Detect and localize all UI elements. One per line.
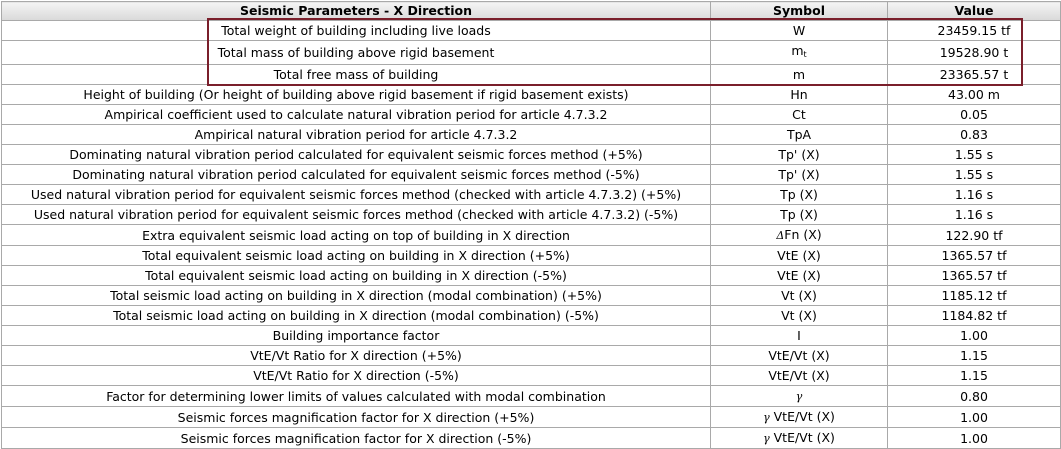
- symbol-cell: [711, 407, 888, 428]
- param-cell: Ampirical natural vibration period for article 4.7.3.2: [2, 125, 711, 145]
- value-cell: 1.00: [888, 326, 1061, 346]
- symbol-cell: [711, 428, 888, 449]
- table-body: [2, 21, 1061, 449]
- table-row[interactable]: [2, 185, 1061, 205]
- value-cell: 0.80: [888, 386, 1061, 407]
- symbol-text: Fn (X): [784, 227, 822, 242]
- param-cell: Total seismic load acting on building in X direction (modal combination) (-5%): [2, 306, 711, 326]
- symbol-cell: [711, 185, 888, 205]
- symbol-cell: [711, 286, 888, 306]
- value-cell: 1.15: [888, 366, 1061, 386]
- symbol-cell: [711, 386, 888, 407]
- symbol-cell: [711, 246, 888, 266]
- symbol-text: Tp (X): [780, 187, 818, 202]
- table-row[interactable]: [2, 407, 1061, 428]
- symbol-prefix: Δ: [776, 229, 785, 242]
- value-cell: 19528.90 t: [888, 41, 1061, 65]
- value-cell: 122.90 tf: [888, 225, 1061, 246]
- symbol-cell: [711, 306, 888, 326]
- value-cell: 1.00: [888, 428, 1061, 449]
- symbol-cell: [711, 346, 888, 366]
- value-cell: 1.15: [888, 346, 1061, 366]
- param-cell: Total weight of building including live loads: [2, 21, 711, 41]
- param-cell: Total seismic load acting on building in X direction (modal combination) (+5%): [2, 286, 711, 306]
- header-value[interactable]: Value: [888, 2, 1061, 21]
- symbol-subscript: t: [803, 50, 807, 59]
- table-row[interactable]: [2, 21, 1061, 41]
- symbol-text: Vt (X): [781, 288, 817, 303]
- param-cell: Total equivalent seismic load acting on building in X direction (+5%): [2, 246, 711, 266]
- table-row[interactable]: [2, 145, 1061, 165]
- symbol-text: VtE (X): [777, 248, 821, 263]
- symbol-cell: [711, 41, 888, 65]
- symbol-text: Tp (X): [780, 207, 818, 222]
- symbol-text: Tp' (X): [778, 147, 820, 162]
- symbol-cell: [711, 21, 888, 41]
- param-cell: Factor for determining lower limits of values calculated with modal combination: [2, 386, 711, 407]
- table-row[interactable]: [2, 346, 1061, 366]
- symbol-prefix: γ: [795, 390, 803, 403]
- table-row[interactable]: [2, 165, 1061, 185]
- param-cell: Total mass of building above rigid basement: [2, 41, 711, 65]
- table-row[interactable]: [2, 266, 1061, 286]
- symbol-text: W: [792, 23, 806, 38]
- symbol-text: VtE/Vt (X): [769, 430, 835, 445]
- table-row[interactable]: [2, 246, 1061, 266]
- table-row[interactable]: [2, 326, 1061, 346]
- symbol-text: Ct: [792, 107, 806, 122]
- symbol-cell: [711, 326, 888, 346]
- param-cell: Seismic forces magnification factor for X direction (-5%): [2, 428, 711, 449]
- symbol-text: I: [797, 328, 801, 343]
- symbol-text: Vt (X): [781, 308, 817, 323]
- symbol-text: VtE/Vt (X): [768, 368, 830, 383]
- symbol-text: VtE/Vt (X): [768, 348, 830, 363]
- table-row[interactable]: [2, 428, 1061, 449]
- symbol-cell: [711, 65, 888, 85]
- param-cell: Dominating natural vibration period calculated for equivalent seismic forces method (+5%): [2, 145, 711, 165]
- table-row[interactable]: [2, 85, 1061, 105]
- param-cell: Total equivalent seismic load acting on building in X direction (-5%): [2, 266, 711, 286]
- param-cell: Height of building (Or height of building above rigid basement if rigid basement exists): [2, 85, 711, 105]
- symbol-text: Tp' (X): [778, 167, 820, 182]
- header-row: [2, 2, 1061, 21]
- value-cell: 1.55 s: [888, 165, 1061, 185]
- header-param[interactable]: Seismic Parameters - X Direction: [2, 2, 711, 21]
- value-cell: 1.16 s: [888, 185, 1061, 205]
- symbol-text: m: [792, 67, 806, 82]
- value-cell: 1184.82 tf: [888, 306, 1061, 326]
- symbol-text: TpA: [786, 127, 812, 142]
- symbol-cell: [711, 366, 888, 386]
- value-cell: 0.83: [888, 125, 1061, 145]
- param-cell: Dominating natural vibration period calculated for equivalent seismic forces method (-5%): [2, 165, 711, 185]
- value-cell: 0.05: [888, 105, 1061, 125]
- symbol-text: m: [791, 43, 804, 58]
- table-row[interactable]: [2, 306, 1061, 326]
- value-cell: 23365.57 t: [888, 65, 1061, 85]
- symbol-text: VtE/Vt (X): [769, 409, 835, 424]
- param-cell: VtE/Vt Ratio for X direction (+5%): [2, 346, 711, 366]
- symbol-prefix: γ: [763, 411, 770, 424]
- symbol-cell: [711, 105, 888, 125]
- seismic-parameters-table: [1, 1, 1061, 449]
- value-cell: 1365.57 tf: [888, 266, 1061, 286]
- param-cell: Ampirical coefficient used to calculate natural vibration period for article 4.7.3.2: [2, 105, 711, 125]
- param-cell: Total free mass of building: [2, 65, 711, 85]
- value-cell: 1.16 s: [888, 205, 1061, 225]
- symbol-cell: [711, 145, 888, 165]
- table-row[interactable]: [2, 65, 1061, 85]
- table-row[interactable]: [2, 125, 1061, 145]
- symbol-cell: [711, 85, 888, 105]
- param-cell: VtE/Vt Ratio for X direction (-5%): [2, 366, 711, 386]
- value-cell: 1.00: [888, 407, 1061, 428]
- symbol-cell: [711, 125, 888, 145]
- param-cell: Building importance factor: [2, 326, 711, 346]
- table-row[interactable]: [2, 41, 1061, 65]
- param-cell: Used natural vibration period for equivalent seismic forces method (checked with article 4.7.3.2) (-5%): [2, 205, 711, 225]
- symbol-cell: [711, 165, 888, 185]
- table-row[interactable]: [2, 286, 1061, 306]
- table-row[interactable]: [2, 225, 1061, 246]
- table-row[interactable]: [2, 205, 1061, 225]
- header-symbol[interactable]: Symbol: [711, 2, 888, 21]
- symbol-cell: [711, 266, 888, 286]
- param-cell: Used natural vibration period for equivalent seismic forces method (checked with article 4.7.3.2) (+5%): [2, 185, 711, 205]
- value-cell: 1.55 s: [888, 145, 1061, 165]
- value-cell: 1185.12 tf: [888, 286, 1061, 306]
- table-row[interactable]: [2, 386, 1061, 407]
- value-cell: 1365.57 tf: [888, 246, 1061, 266]
- symbol-cell: [711, 225, 888, 246]
- symbol-cell: [711, 205, 888, 225]
- symbol-text: VtE (X): [777, 268, 821, 283]
- symbol-text: Hn: [790, 87, 808, 102]
- value-cell: 23459.15 tf: [888, 21, 1061, 41]
- param-cell: Extra equivalent seismic load acting on top of building in X direction: [2, 225, 711, 246]
- symbol-prefix: γ: [763, 432, 770, 445]
- param-cell: Seismic forces magnification factor for X direction (+5%): [2, 407, 711, 428]
- table-row[interactable]: [2, 105, 1061, 125]
- value-cell: 43.00 m: [888, 85, 1061, 105]
- table-row[interactable]: [2, 366, 1061, 386]
